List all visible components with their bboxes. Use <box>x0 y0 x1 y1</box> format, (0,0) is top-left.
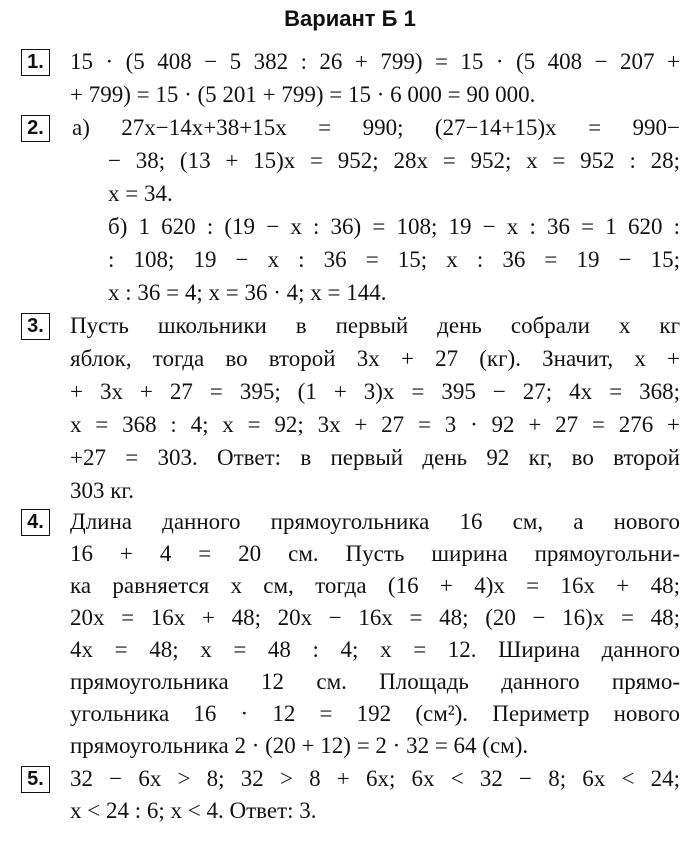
page-title: Вариант Б 1 <box>284 6 416 31</box>
solution-line: + 3x + 27 = 395; (1 + 3)x = 395 − 27; 4x = 368; <box>70 379 680 404</box>
solution-line: Пусть школьники в первый день собрали x кг <box>70 313 680 338</box>
solution-line: +27 = 303. Ответ: в первый день 92 кг, во второй <box>70 445 680 470</box>
solution-line: б) 1 620 : (19 − x : 36) = 108; 19 − x : 36 = 1 620 : <box>108 214 680 239</box>
solution-line: x = 34. <box>108 181 173 206</box>
solution-line: − 38; (13 + 15)x = 952; 28x = 952; x = 952 : 28; <box>108 148 680 173</box>
solution-line: угольника 16 · 12 = 192 (см²). Периметр нового <box>70 701 680 726</box>
task-number: 1. <box>21 49 50 76</box>
solution-line: 15 · (5 408 − 5 382 : 26 + 799) = 15 · (5 408 − 207 + <box>70 49 680 74</box>
solution-line: 303 кг. <box>70 478 135 503</box>
solution-line: Длина данного прямоугольника 16 см, а нового <box>70 509 680 534</box>
solution-line: + 799) = 15 · (5 201 + 799) = 15 · 6 000 = 90 000. <box>70 82 536 107</box>
task-number: 3. <box>21 313 50 340</box>
solution-line: прямоугольника 2 · (20 + 12) = 2 · 32 = 64 (см). <box>70 733 529 758</box>
solution-line: x = 368 : 4; x = 92; 3x + 27 = 3 · 92 + 27 = 276 + <box>70 412 680 437</box>
task-number: 5. <box>21 766 50 793</box>
solution-line: а) 27x−14x+38+15x = 990; (27−14+15)x = 990− <box>72 115 680 140</box>
solution-line: ка равняется x см, тогда (16 + 4)x = 16x + 48; <box>70 573 680 598</box>
solution-line: яблок, тогда во второй 3x + 27 (кг). Значит, x + <box>70 346 680 371</box>
task-number: 4. <box>21 509 50 536</box>
task-number: 2. <box>21 115 50 142</box>
solution-line: : 108; 19 − x : 36 = 15; x : 36 = 19 − 15; <box>108 247 680 272</box>
solution-line: x < 24 : 6; x < 4. Ответ: 3. <box>70 798 317 823</box>
solution-line: 20x = 16x + 48; 20x − 16x = 48; (20 − 16)x = 48; <box>70 605 680 630</box>
solution-line: x : 36 = 4; x = 36 · 4; x = 144. <box>108 280 387 305</box>
solution-line: 4x = 48; x = 48 : 4; x = 12. Ширина данного <box>70 637 680 662</box>
solution-line: прямоугольника 12 см. Площадь данного прямо- <box>70 669 680 694</box>
solution-line: 32 − 6x > 8; 32 > 8 + 6x; 6x < 32 − 8; 6x < 24; <box>70 766 680 791</box>
solution-line: 16 + 4 = 20 см. Пусть ширина прямоугольни- <box>70 541 680 566</box>
